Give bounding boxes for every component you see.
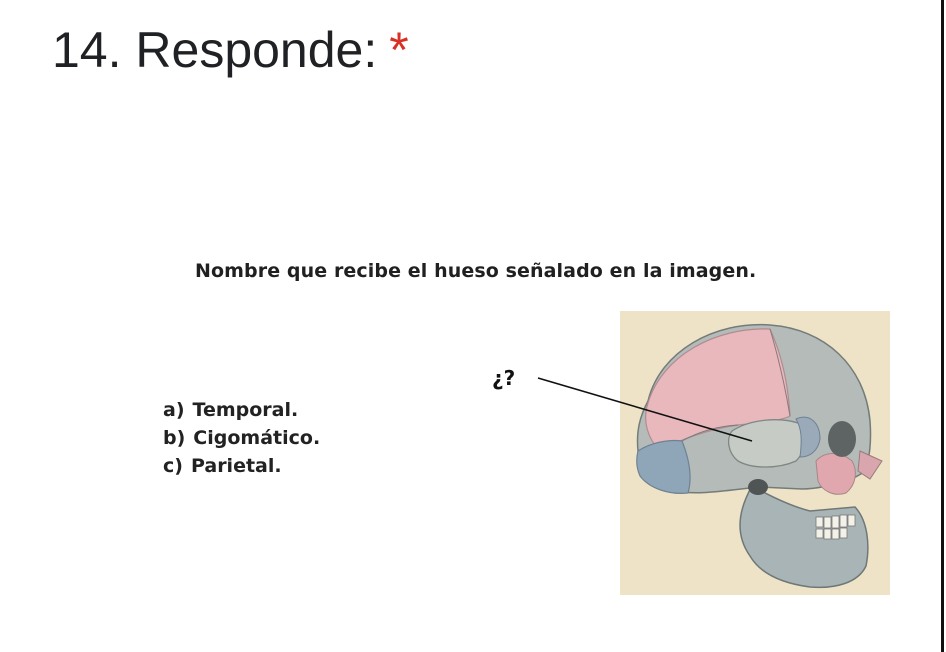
- ear-opening-shape: [748, 479, 768, 495]
- temporal-bone-shape: [729, 420, 805, 467]
- figure-caption: Nombre que recibe el hueso señalado en la imagen.: [195, 260, 757, 282]
- page-edge-border: [941, 0, 944, 652]
- question-title-text: 14. Responde:: [52, 22, 378, 78]
- question-title: [52, 18, 409, 82]
- skull-illustration: [620, 311, 890, 595]
- option-c-letter: c): [163, 455, 183, 477]
- option-b: [163, 424, 320, 452]
- option-c-text: Parietal.: [190, 455, 282, 477]
- answer-options-list: [163, 396, 320, 480]
- option-b-letter: b): [163, 427, 186, 449]
- required-asterisk: *: [389, 22, 409, 78]
- option-a-letter: a): [163, 399, 185, 421]
- option-a-text: Temporal.: [192, 399, 299, 421]
- option-a: [163, 396, 320, 424]
- orbit-shape: [828, 421, 856, 457]
- option-b-text: Cigomático.: [193, 427, 321, 449]
- option-c: [163, 452, 320, 480]
- pointer-label: ¿?: [492, 366, 516, 390]
